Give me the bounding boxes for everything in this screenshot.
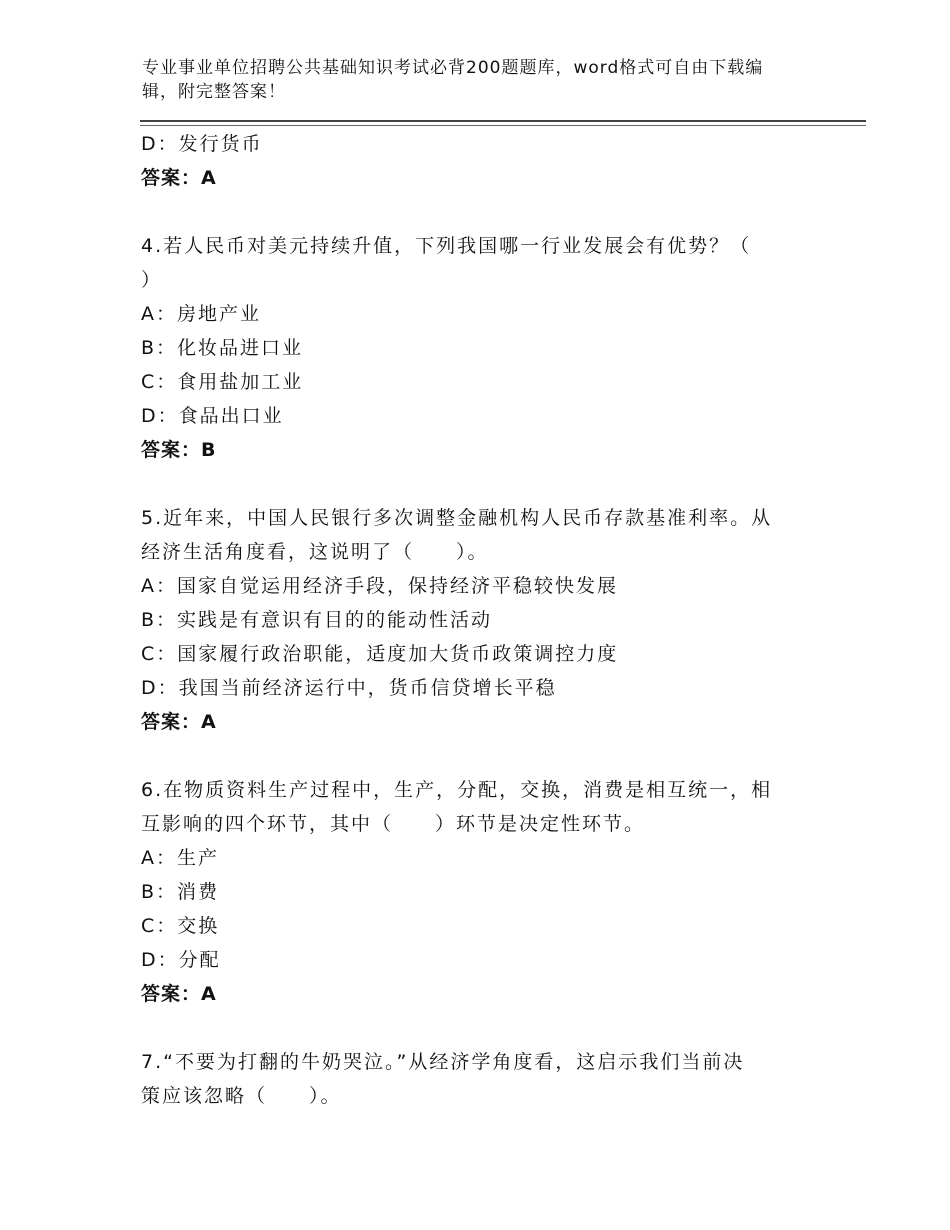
q6-option-d: D：分配 [141, 949, 221, 971]
q6-answer: 答案：A [141, 983, 217, 1005]
q5-option-c: C：国家履行政治职能，适度加大货币政策调控力度 [141, 643, 619, 665]
q4-stem-line-2: ） [141, 269, 163, 291]
header-line-1: 专业事业单位招聘公共基础知识考试必背200题题库，word格式可自由下载编 [142, 58, 764, 78]
prev-option-d: D：发行货币 [141, 133, 263, 155]
q6-option-b: B：消费 [141, 881, 220, 903]
question-5 [141, 501, 811, 739]
q6-stem-line-1: 6.在物质资料生产过程中，生产，分配，交换，消费是相互统一，相 [141, 779, 773, 801]
spacer [141, 195, 811, 229]
prev-question [141, 127, 811, 195]
q4-option-b: B：化妆品进口业 [141, 337, 304, 359]
q5-option-b: B：实践是有意识有目的的能动性活动 [141, 609, 493, 631]
q7-stem-line-2: 策应该忽略（ ）。 [141, 1085, 342, 1107]
header-rule-thin [140, 125, 866, 126]
q7-stem-line-1: 7.“不要为打翻的牛奶哭泣。”从经济学角度看，这启示我们当前决 [141, 1051, 745, 1073]
header-rule-thick [140, 120, 866, 122]
q4-stem-line-1: 4.若人民币对美元持续升值，下列我国哪一行业发展会有优势？（ [141, 235, 752, 257]
q5-stem-line-2: 经济生活角度看，这说明了（ ）。 [141, 541, 489, 563]
q4-option-a: A：房地产业 [141, 303, 261, 325]
q5-option-a: A：国家自觉运用经济手段，保持经济平稳较快发展 [141, 575, 618, 597]
question-4 [141, 229, 811, 467]
spacer [141, 1011, 811, 1045]
spacer [141, 739, 811, 773]
q4-option-d: D：食品出口业 [141, 405, 284, 427]
q6-stem-line-2: 互影响的四个环节，其中（ ）环节是决定性环节。 [141, 813, 646, 835]
q6-option-a: A：生产 [141, 847, 219, 869]
question-7 [141, 1045, 811, 1113]
spacer [141, 467, 811, 501]
question-content [141, 127, 811, 1113]
q5-option-d: D：我国当前经济运行中，货币信贷增长平稳 [141, 677, 557, 699]
header-line-2: 辑，附完整答案！ [142, 82, 286, 102]
q4-option-c: C：食用盐加工业 [141, 371, 304, 393]
q6-option-c: C：交换 [141, 915, 220, 937]
question-6 [141, 773, 811, 1011]
q4-answer: 答案：B [141, 439, 217, 461]
q5-stem-line-1: 5.近年来，中国人民银行多次调整金融机构人民币存款基准利率。从 [141, 507, 773, 529]
prev-answer: 答案：A [141, 167, 217, 189]
document-header [142, 56, 822, 104]
q5-answer: 答案：A [141, 711, 217, 733]
